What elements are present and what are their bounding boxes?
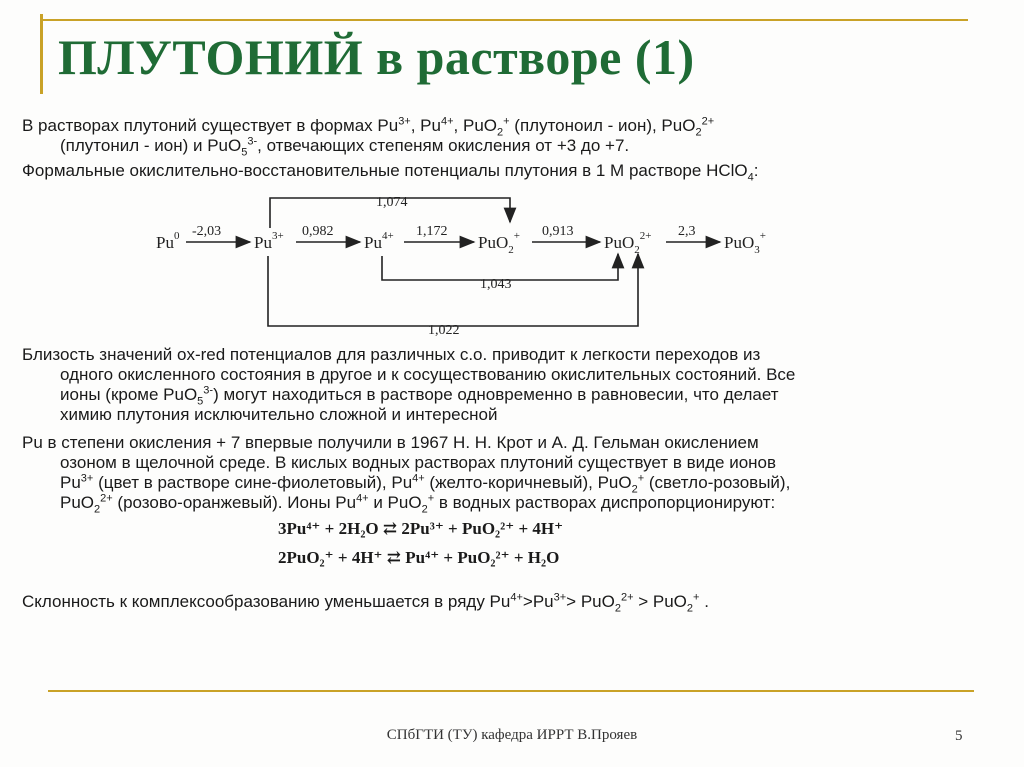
equation-1: 3Pu⁴⁺ + 2H₂O ⇄ 2Pu³⁺ + PuO₂²⁺ + 4H⁺ <box>278 519 564 538</box>
step-label-3: 1,172 <box>416 224 448 239</box>
slide-title: ПЛУТОНИЙ в растворе (1) <box>58 29 695 85</box>
species-puo2-2plus: PuO$_2^{2+}$ <box>604 230 652 256</box>
intro-paragraph: В растворах плутоний существует в формах $Pu^{3+}$, $Pu^{4+}$, PuO$_2$+ (плутоноил - ион), PuO$_2^{2+}$ (плутонил - ион) и PuO$_5^{3-}$, отвечающих степеням окисления от +3 до +7. <box>22 115 715 159</box>
step-label-1: -2,03 <box>192 224 222 239</box>
species-pu3: $Pu^{3+}$ <box>254 230 284 252</box>
decorative-top-line <box>40 19 968 21</box>
decorative-bottom-line <box>48 690 974 692</box>
step-label-4: 0,913 <box>542 224 574 239</box>
latimer-diagram <box>150 186 800 336</box>
footer-text: СПбГТИ (ТУ) кафедра ИРРТ В.Прояев <box>386 727 638 743</box>
species-puo2-plus: PuO$_2$+ <box>478 230 520 256</box>
species-pu0: Pu$^0$ <box>156 230 180 252</box>
complex-formation-line: Склонность к комплексообразованию уменьшается в ряду $Pu^{4+}>Pu^{3+}> PuO_2^{2+} > PuO_2^+$ . <box>22 591 709 615</box>
decorative-vertical-line <box>40 14 43 94</box>
species-puo3: PuO$_3$+ <box>724 230 766 256</box>
step-label-2: 0,982 <box>302 224 334 239</box>
step-label-5: 2,3 <box>678 224 696 239</box>
equation-2: 2PuO₂⁺ + 4H⁺ ⇄ Pu⁴⁺ + PuO₂²⁺ + H₂O <box>278 548 560 567</box>
page-number: 5 <box>955 728 963 744</box>
bridge-label-1: 1,074 <box>376 195 408 210</box>
potentials-heading: Формальные окислительно-восстановительные потенциалы плутония в 1 М растворе HClO$_4$: <box>22 161 759 184</box>
bridge-label-2: 1,043 <box>480 277 512 292</box>
bridge-label-3: 1,022 <box>428 323 460 336</box>
proximity-paragraph: Близость значений ox-red потенциалов для различных с.о. приводит к легкости переходов из одного окисленного состояния в другое и к сосуществованию окислительных состояний. Все ионы (кроме PuO$_5^{3-}$) могут находиться в растворе одновременно в равновесии, что делает химию плутония исключительно сложной и интересной <box>22 345 796 424</box>
oxidation7-paragraph: Pu в степени окисления + 7 впервые получили в 1967 Н. Н. Крот и А. Д. Гельман окислением озоном в щелочной среде. В кислых водных растворах плутоний существует в виде ионов $Pu^{3+}$ (цвет в растворе сине-фиолетовый), $Pu^{4+}$ (желто-коричневый), PuO$_2$+ (светло-розовый), PuO$_2^{2+}$ (розово-оранжевый). Ионы $Pu^{4+}$ и PuO$_2$+ в водных растворах диспропорционируют: <box>22 433 791 516</box>
species-pu4: $Pu^{4+}$ <box>364 230 394 252</box>
